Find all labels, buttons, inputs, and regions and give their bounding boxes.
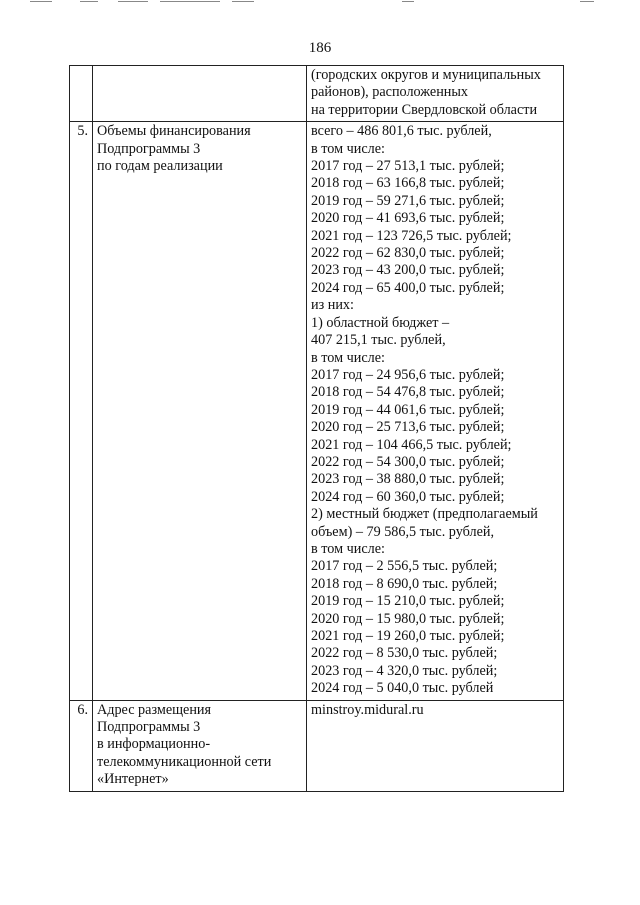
row-label-cell xyxy=(93,66,307,122)
value-line: в том числе: xyxy=(311,540,385,557)
value-line: 2020 год – 25 713,6 тыс. рублей; xyxy=(311,419,505,436)
value-line: 2017 год – 2 556,5 тыс. рублей; xyxy=(311,558,498,575)
value-line: 2018 год – 63 166,8 тыс. рублей; xyxy=(311,175,505,192)
value-line: 2020 год – 15 980,0 тыс. рублей; xyxy=(311,610,505,627)
value-line: 2019 год – 59 271,6 тыс. рублей; xyxy=(311,192,505,209)
value-line: 2020 год – 41 693,6 тыс. рублей; xyxy=(311,210,505,227)
value-line: в том числе: xyxy=(311,140,385,157)
table-row xyxy=(70,700,564,791)
value-line: 2021 год – 19 260,0 тыс. рублей; xyxy=(311,628,505,644)
row-label-cell xyxy=(93,700,307,791)
row-value-cell xyxy=(307,122,564,700)
value-line: 2023 год – 4 320,0 тыс. рублей; xyxy=(311,662,498,679)
value-line: 2024 год – 65 400,0 тыс. рублей; xyxy=(311,279,505,296)
value-line: на территории Свердловской области xyxy=(311,101,538,118)
value-line: 2022 год – 54 300,0 тыс. рублей; xyxy=(311,453,505,470)
value-line: 2024 год – 60 360,0 тыс. рублей; xyxy=(311,488,505,505)
value-line: в том числе: xyxy=(311,349,385,366)
value-line: (городских округов и муниципальных xyxy=(311,67,541,83)
row-label-cell xyxy=(93,122,307,700)
row-value-cell xyxy=(307,66,564,122)
label-line: Объемы финансирования xyxy=(97,123,251,140)
value-line: 2022 год – 8 530,0 тыс. рублей; xyxy=(311,645,498,662)
value-line: 2023 год – 38 880,0 тыс. рублей; xyxy=(311,471,505,488)
value-line: 2017 год – 24 956,6 тыс. рублей; xyxy=(311,366,505,383)
value-line: объем) – 79 586,5 тыс. рублей, xyxy=(311,523,495,540)
value-line: районов), расположенных xyxy=(311,84,469,101)
value-line: 2019 год – 44 061,6 тыс. рублей; xyxy=(311,401,505,418)
row-number-cell: 5. xyxy=(70,122,93,700)
value-line: 2018 год – 8 690,0 тыс. рублей; xyxy=(311,575,498,592)
table-row xyxy=(70,66,564,122)
label-line: Подпрограммы 3 xyxy=(97,719,201,736)
scan-edge-mark xyxy=(402,1,414,2)
value-line: 2022 год – 62 830,0 тыс. рублей; xyxy=(311,245,505,262)
value-line: всего – 486 801,6 тыс. рублей, xyxy=(311,123,492,140)
value-line: 2023 год – 43 200,0 тыс. рублей; xyxy=(311,262,505,279)
label-line: «Интернет» xyxy=(97,771,169,788)
scan-edge-mark xyxy=(580,1,594,2)
value-line: 2021 год – 104 466,5 тыс. рублей; xyxy=(311,436,512,453)
label-line: Подпрограммы 3 xyxy=(97,140,201,157)
value-line: 2018 год – 54 476,8 тыс. рублей; xyxy=(311,384,505,401)
value-line: 1) областной бюджет – xyxy=(311,314,450,331)
row-number-cell: 6. xyxy=(70,700,93,791)
row-value-cell xyxy=(307,700,564,791)
subprogram-passport-table xyxy=(69,65,564,792)
scan-edge-mark xyxy=(232,1,254,2)
label-line: Адрес размещения xyxy=(97,701,212,718)
scan-edge-mark xyxy=(30,1,52,2)
value-line: 2024 год – 5 040,0 тыс. рублей xyxy=(311,680,494,697)
value-line: 2017 год – 27 513,1 тыс. рублей; xyxy=(311,158,505,175)
scan-edge-mark xyxy=(160,1,220,2)
value-line: 2) местный бюджет (предполагаемый xyxy=(311,506,538,523)
label-line: в информационно- xyxy=(97,736,211,753)
row-number-cell xyxy=(70,66,93,122)
table-row xyxy=(70,122,564,700)
value-line: 2021 год – 123 726,5 тыс. рублей; xyxy=(311,227,512,244)
label-line: телекоммуникационной сети xyxy=(97,753,272,770)
value-line: из них: xyxy=(311,297,354,314)
scan-edge-mark xyxy=(118,1,148,2)
value-line: 2019 год – 15 210,0 тыс. рублей; xyxy=(311,593,505,610)
value-line: minstroy.midural.ru xyxy=(311,701,424,718)
label-line: по годам реализации xyxy=(97,158,223,175)
value-line: 407 215,1 тыс. рублей, xyxy=(311,332,446,349)
scan-edge-mark xyxy=(80,1,98,2)
page-number: 186 xyxy=(308,40,332,56)
